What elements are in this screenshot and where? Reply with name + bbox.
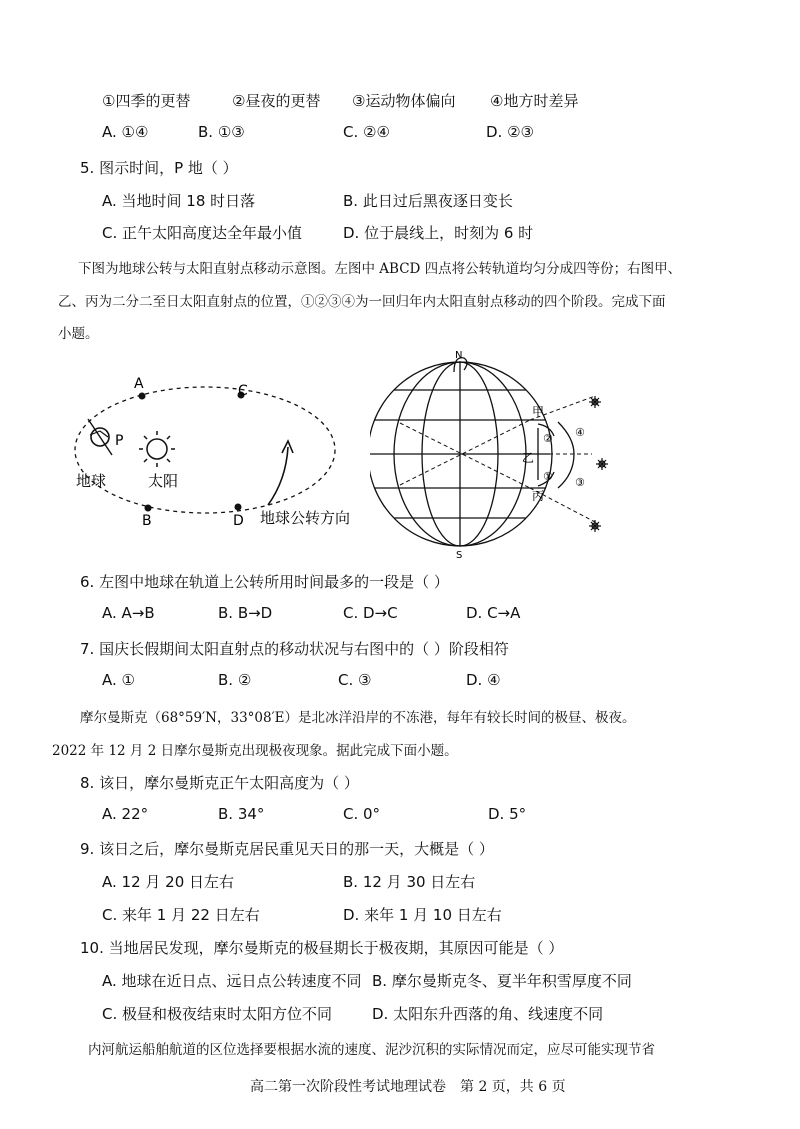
q4-item-3: ③运动物体偏向	[352, 92, 456, 110]
sun-ray-bottom-icon	[589, 520, 601, 532]
position-yi-label: 乙	[522, 451, 535, 465]
intro3-line: 内河航运船舶航道的区位选择要根据水流的速度、泥沙沉积的实际情况而定，应尽可能实现节省	[88, 1042, 655, 1058]
stage-4-label: ④	[575, 426, 585, 439]
sun-ray-middle-icon	[596, 458, 608, 470]
sun-label: 太阳	[148, 472, 179, 490]
orbit-diagram	[60, 355, 380, 555]
q5-stem: 5. 图示时间，P 地（ ）	[80, 159, 238, 177]
q9-option-d: D. 来年 1 月 10 日左右	[343, 906, 502, 924]
q5-option-b: B. 此日过后黑夜逐日变长	[343, 192, 513, 210]
q4-option-a: A. ①④	[102, 123, 149, 141]
q10-option-a: A. 地球在近日点、远日点公转速度不同	[102, 972, 362, 990]
q9-stem: 9. 该日之后，摩尔曼斯克居民重见天日的那一天，大概是（ ）	[80, 840, 494, 858]
intro1-line-3: 小题。	[58, 326, 99, 342]
q9-option-b: B. 12 月 30 日左右	[343, 873, 476, 891]
q8-stem: 8. 该日，摩尔曼斯克正午太阳高度为（ ）	[80, 774, 359, 792]
earth-label: 地球	[76, 472, 107, 490]
point-p-label: P	[115, 433, 124, 449]
q4-option-d: D. ②③	[486, 123, 534, 141]
q10-stem: 10. 当地居民发现，摩尔曼斯克的极昼期长于极夜期，其原因可能是（ ）	[80, 939, 564, 957]
intro1-line-2: 乙、丙为二分二至日太阳直射点的位置，①②③④为一回归年内太阳直射点移动的四个阶段。完成下面	[58, 294, 666, 310]
q8-option-a: A. 22°	[102, 805, 149, 823]
q5-option-d: D. 位于晨线上，时刻为 6 时	[343, 224, 534, 242]
q8-option-c: C. 0°	[343, 805, 381, 823]
q5-option-a: A. 当地时间 18 时日落	[102, 192, 256, 210]
q8-option-d: D. 5°	[488, 805, 527, 823]
q7-stem: 7. 国庆长假期间太阳直射点的移动状况与右图中的（ ）阶段相符	[80, 640, 509, 658]
point-d-label: D	[233, 513, 244, 529]
direction-arrow-icon	[268, 447, 288, 505]
q10-option-d: D. 太阳东升西落的角、线速度不同	[372, 1005, 604, 1023]
point-a-label: A	[134, 376, 144, 392]
globe-diagram	[370, 350, 640, 560]
orbit-ellipse	[75, 387, 335, 513]
q6-option-a: A. A→B	[102, 604, 155, 622]
stage-3-label: ③	[575, 476, 585, 489]
south-label: S	[456, 550, 463, 560]
point-a-dot	[139, 393, 146, 400]
stage-2-label: ②	[543, 432, 553, 445]
q6-stem: 6. 左图中地球在轨道上公转所用时间最多的一段是（ ）	[80, 573, 449, 591]
q10-option-b: B. 摩尔曼斯克冬、夏半年积雪厚度不同	[372, 972, 632, 990]
q8-option-b: B. 34°	[218, 805, 265, 823]
sun-icon	[139, 431, 175, 467]
q9-option-a: A. 12 月 20 日左右	[102, 873, 235, 891]
intro2-line-1: 摩尔曼斯克（68°59′N，33°08′E）是北冰洋沿岸的不冻港，每年有较长时间的极昼、极夜。	[80, 710, 636, 726]
intro2-line-2: 2022 年 12 月 2 日摩尔曼斯克出现极夜现象。据此完成下面小题。	[52, 743, 458, 759]
q6-option-c: C. D→C	[343, 604, 398, 622]
stage-1-label: ①	[543, 470, 553, 483]
earth-icon	[88, 419, 112, 455]
direction-label: 地球公转方向	[260, 509, 351, 527]
q7-option-a: A. ①	[102, 671, 135, 689]
q5-option-c: C. 正午太阳高度达全年最小值	[102, 224, 303, 242]
q4-option-c: C. ②④	[343, 123, 390, 141]
point-c-label: C	[238, 383, 248, 399]
position-bing-label: 丙	[532, 489, 545, 503]
position-jia-label: 甲	[532, 405, 545, 419]
point-d-dot	[235, 504, 242, 511]
q6-option-b: B. B→D	[218, 604, 273, 622]
point-b-label: B	[142, 513, 152, 529]
q4-item-2: ②昼夜的更替	[232, 92, 321, 110]
q4-item-1: ①四季的更替	[102, 92, 191, 110]
page-footer: 高二第一次阶段性考试地理试卷 第 2 页，共 6 页	[250, 1079, 566, 1095]
q7-option-c: C. ③	[338, 671, 372, 689]
point-b-dot	[145, 505, 152, 512]
q9-option-c: C. 来年 1 月 22 日左右	[102, 906, 260, 924]
q7-option-b: B. ②	[218, 671, 252, 689]
q10-option-c: C. 极昼和极夜结束时太阳方位不同	[102, 1005, 333, 1023]
north-label: N	[455, 350, 463, 361]
q4-option-b: B. ①③	[198, 123, 245, 141]
q7-option-d: D. ④	[466, 671, 501, 689]
q4-item-4: ④地方时差异	[490, 92, 579, 110]
intro1-line-1: 下图为地球公转与太阳直射点移动示意图。左图中 ABCD 四点将公转轨道均匀分成四等份；右图甲、	[78, 261, 682, 277]
q6-option-d: D. C→A	[466, 604, 521, 622]
